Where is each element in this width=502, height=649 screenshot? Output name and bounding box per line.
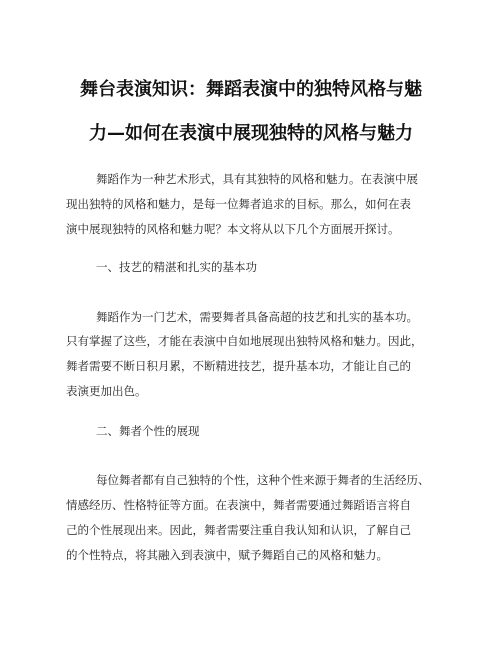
paragraph-line: 只有掌握了这些，才能在表演中自如地展现出独特风格和魅力。因此， (66, 334, 423, 348)
paragraph-line: 的个性特点，将其融入到表演中，赋予舞蹈自己的风格和魅力。 (66, 548, 388, 562)
document-title-line-1: 舞台表演知识：舞蹈表演中的独特风格与魅 (80, 79, 422, 100)
paragraph-line: 表演更加出色。 (66, 384, 147, 398)
paragraph-line: 现出独特的风格和魅力，是每一位舞者追求的目标。那么，如何在表 (66, 197, 411, 211)
paragraph-line: 舞蹈作为一门艺术，需要舞者具备高超的技艺和扎实的基本功。 (96, 310, 418, 324)
paragraph-line: 演中展现独特的风格和魅力呢？本文将从以下几个方面展开探讨。 (66, 222, 400, 236)
paragraph-line: 每位舞者都有自己独特的个性，这种个性来源于舞者的生活经历、 (96, 473, 430, 487)
document-title-line-2: 力—如何在表演中展现独特的风格与魅力 (89, 123, 413, 144)
paragraph-line: 舞蹈作为一种艺术形式，具有其独特的风格和魅力。在表演中展 (96, 172, 418, 186)
paragraph-line: 己的个性展现出来。因此，舞者需要注重自我认知和认识，了解自己 (66, 523, 411, 537)
section-heading: 一、技艺的精湛和扎实的基本功 (96, 260, 257, 274)
section-heading: 二、舞者个性的展现 (96, 424, 200, 438)
paragraph-line: 情感经历、性格特征等方面。在表演中，舞者需要通过舞蹈语言将自 (66, 498, 411, 512)
paragraph-line: 舞者需要不断日积月累，不断精进技艺，提升基本功，才能让自己的 (66, 359, 411, 373)
